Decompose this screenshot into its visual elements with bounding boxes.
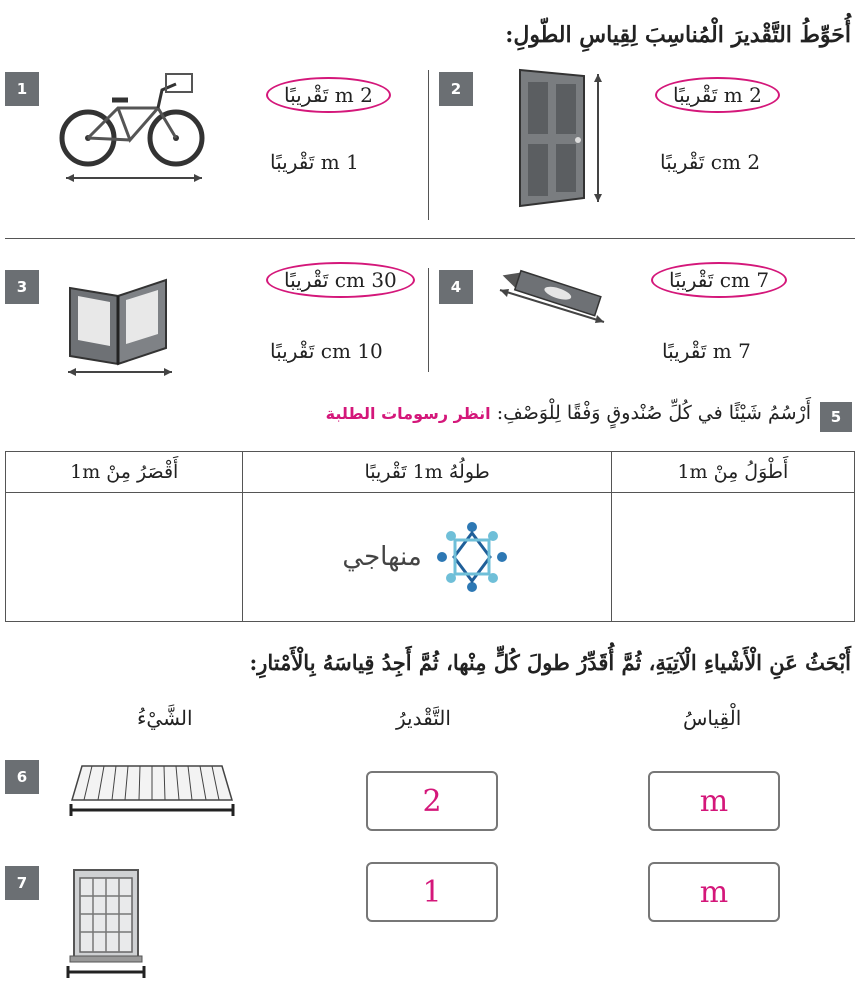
header-estimate: التَّقْديرُ	[396, 706, 451, 730]
draw-instruction-text: أَرْسُمُ شَيْئًا في كُلِّ صُنْدوقٍ وَفْقًا لِلْوَصْفِ:	[496, 402, 811, 424]
header-object: الشَّيْءُ	[137, 706, 193, 730]
item-number-5: 5	[820, 402, 852, 432]
item-1-option-a[interactable]: 2 m تَقْريبًا	[266, 77, 391, 113]
logo-icon	[432, 517, 512, 597]
item-number-2: 2	[439, 72, 473, 106]
estimate-box-7[interactable]: 1	[366, 862, 498, 922]
item-number-6: 6	[5, 760, 39, 794]
draw-instruction	[326, 402, 811, 424]
section-title-estimate: أُحَوِّطُ التَّقْديرَ الْمُناسِبَ لِقِياسِ الطّولِ:	[505, 22, 851, 48]
column-shorter: أَقْصَرُ مِنْ 1m	[6, 452, 243, 493]
header-measure: الْقِياسُ	[683, 706, 742, 730]
item-number-4: 4	[439, 270, 473, 304]
item-3-option-a[interactable]: 30 cm تَقْريبًا	[266, 262, 415, 298]
column-longer: أَطْوَلُ مِنْ 1m	[611, 452, 854, 493]
answer-note: انظر رسومات الطلبة	[325, 404, 491, 423]
floor-image	[68, 762, 236, 820]
logo-text: منهاجي	[342, 542, 422, 572]
divider-vertical-bottom	[428, 268, 429, 372]
item-3-option-b[interactable]: 10 cm تَقْريبًا	[270, 339, 383, 363]
door-image	[512, 68, 612, 208]
estimate-box-6[interactable]: 2	[366, 771, 498, 831]
measure-box-7[interactable]: m	[648, 862, 780, 922]
divider-vertical-top	[428, 70, 429, 220]
divider-horizontal	[5, 238, 855, 239]
item-2-option-b[interactable]: 2 cm تَقْريبًا	[660, 150, 761, 174]
window-image	[64, 866, 148, 984]
draw-box-shorter[interactable]	[6, 493, 243, 622]
item-1-option-b[interactable]: 1 m تَقْريبًا	[270, 150, 359, 174]
drawing-table	[5, 451, 855, 622]
measure-box-6[interactable]: m	[648, 771, 780, 831]
item-2-option-a[interactable]: 2 m تَقْريبًا	[655, 77, 780, 113]
section-title-search: أَبْحَثُ عَنِ الْأَشْياءِ الْآتِيَةِ، ثُمَّ أُقَدِّرُ طولَ كُلٍّ مِنْها، ثُمَّ أَجِدُ قِياسَهُ بِالْأَمْتارِ:	[249, 650, 851, 675]
book-image	[60, 266, 180, 381]
item-number-7: 7	[5, 866, 39, 900]
bicycle-image	[58, 70, 208, 185]
item-4-option-a[interactable]: 7 cm تَقْريبًا	[651, 262, 787, 298]
item-number-3: 3	[5, 270, 39, 304]
crayon-image	[494, 262, 614, 328]
draw-box-longer[interactable]	[611, 493, 854, 622]
draw-box-about[interactable]	[243, 493, 611, 622]
column-about: طولُهُ 1m تَقْريبًا	[243, 452, 611, 493]
item-number-1: 1	[5, 72, 39, 106]
item-4-option-b[interactable]: 7 m تَقْريبًا	[662, 339, 751, 363]
